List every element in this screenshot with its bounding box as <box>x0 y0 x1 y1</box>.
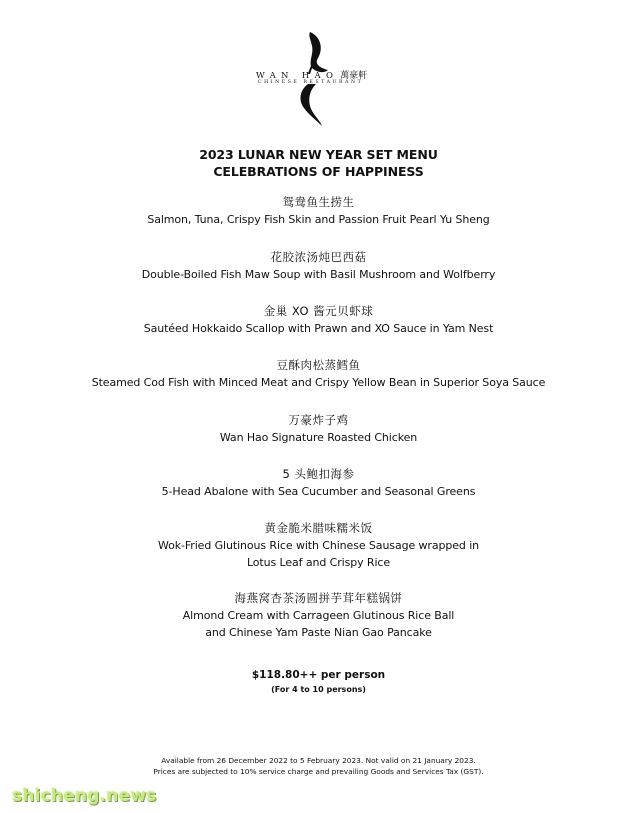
course-item <box>0 195 637 228</box>
course-english-name: Steamed Cod Fish with Minced Meat and Crispy Yellow Bean in Superior Soya Sauce <box>91 376 546 389</box>
course-chinese-name: 豆酥肉松蒸鳕鱼 <box>276 358 361 372</box>
course-english-name: 5-Head Abalone with Sea Cucumber and Seasonal Greens <box>161 485 476 498</box>
course-chinese-name: 花胶浓汤炖巴西菇 <box>270 250 367 264</box>
course-chinese-name: 鸳鸯鱼生捞生 <box>282 195 355 209</box>
course-item <box>0 358 637 391</box>
menu-title: 2023 LUNAR NEW YEAR SET MENU <box>199 147 438 162</box>
logo-name-latin: WAN HAO <box>256 71 339 81</box>
course-english-name: Wan Hao Signature Roasted Chicken <box>219 431 418 444</box>
restaurant-logo <box>0 0 637 130</box>
course-english-name: Wok-Fried Glutinous Rice with Chinese Sausage wrapped in <box>157 539 480 552</box>
course-item <box>0 591 637 641</box>
course-item <box>0 413 637 446</box>
menu-subtitle: CELEBRATIONS OF HAPPINESS <box>213 164 424 179</box>
course-chinese-name: 万豪炸子鸡 <box>288 413 349 427</box>
course-chinese-name: 金巢 XO 酱元贝虾球 <box>263 304 374 318</box>
logo-name-chinese: 萬豪軒 <box>340 71 368 81</box>
course-item <box>0 467 637 500</box>
course-item <box>0 304 637 337</box>
course-chinese-name: 黄金脆米腊味糯米饭 <box>264 521 373 535</box>
course-item <box>0 250 637 283</box>
party-size: (For 4 to 10 persons) <box>271 685 366 694</box>
course-chinese-name: 5 头鲍扣海参 <box>282 467 355 481</box>
watermark: shicheng.news <box>12 786 157 806</box>
course-english-name: Double-Boiled Fish Maw Soup with Basil Mushroom and Wolfberry <box>141 268 496 281</box>
course-chinese-name: 海燕窝杏茶汤圆拼芋茸年糕锅饼 <box>234 591 403 605</box>
course-english-name: and Chinese Yam Paste Nian Gao Pancake <box>205 626 432 639</box>
service-charge-note: Prices are subjected to 10% service charge and prevailing Goods and Services Tax (GST). <box>153 767 484 776</box>
price: $118.80++ per person <box>251 669 386 681</box>
course-english-name: Almond Cream with Carrageen Glutinous Rice Ball <box>182 609 455 622</box>
course-english-name: Sautéed Hokkaido Scallop with Prawn and XO Sauce in Yam Nest <box>143 322 494 335</box>
course-english-name: Lotus Leaf and Crispy Rice <box>246 556 391 569</box>
availability-note: Available from 26 December 2022 to 5 February 2023. Not valid on 21 January 2023. <box>161 756 476 765</box>
logo-subtitle: CHINESE RESTAURANT <box>258 80 364 85</box>
course-english-name: Salmon, Tuna, Crispy Fish Skin and Passion Fruit Pearl Yu Sheng <box>147 213 490 226</box>
course-item <box>0 521 637 571</box>
